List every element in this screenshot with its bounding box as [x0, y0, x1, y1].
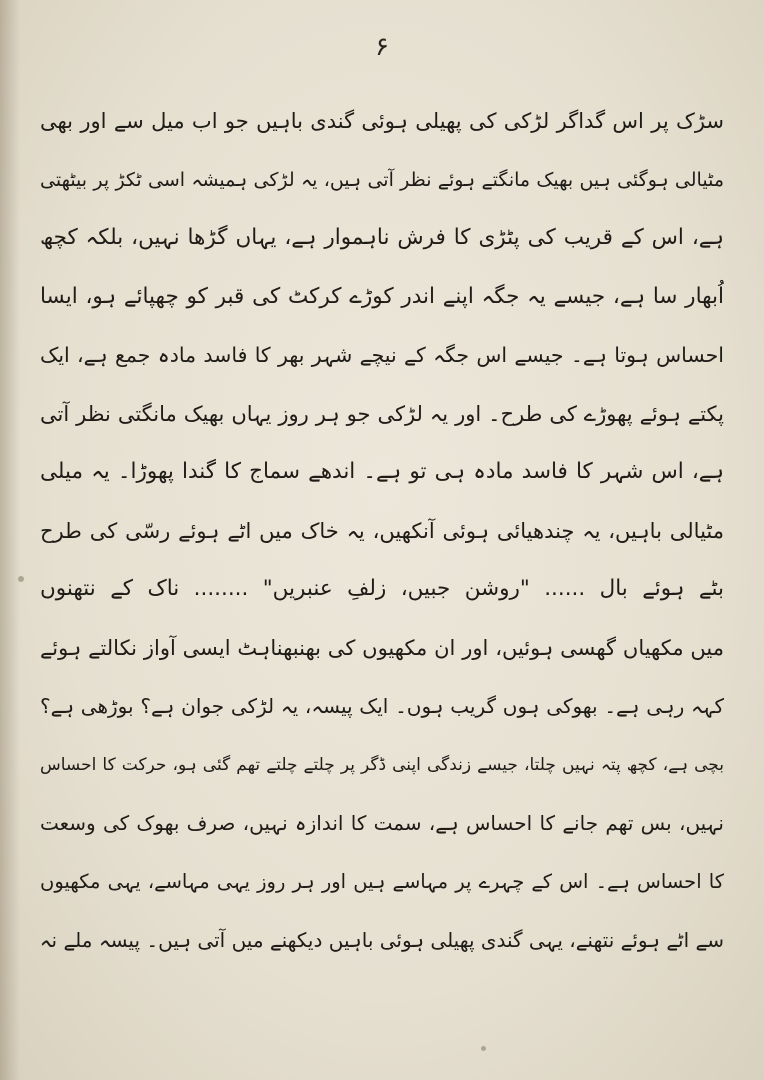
text-line: مٹیالی باہیں، یہ چندھیائی ہوئی آنکھیں، یہ خاک میں اٹے ہوئے رسّی کی طرح — [40, 518, 724, 543]
text-line: سے اٹے ہوئے نتھنے، یہی گندی پھیلی ہوئی باہیں دیکھنے میں آتی ہیں۔ پیسہ ملے نہ — [40, 928, 724, 952]
text-line: نہیں، بس تھم جانے کا احساس ہے، سمت کا اندازہ نہیں، صرف بھوک کی وسعت — [40, 811, 724, 835]
page-number: ۶ — [375, 32, 389, 62]
paper-speck — [18, 576, 24, 582]
text-line: ہے، اس شہر کا فاسد مادہ ہی تو ہے۔ اندھے سماج کا گندا پھوڑا۔ یہ میلی — [40, 459, 724, 484]
text-line: کا احساس ہے۔ اس کے چہرے پر مہاسے ہیں اور ہر روز یہی مہاسے، یہی مکھیوں — [40, 869, 724, 893]
text-line: میں مکھیاں گھسی ہوئیں، اور ان مکھیوں کی بھنبھناہٹ ایسی آواز نکالتے ہوئے — [40, 635, 724, 660]
text-line: کہہ رہی ہے۔ بھوکی ہوں گریب ہوں۔ ایک پیسہ، یہ لڑکی جوان ہے؟ بوڑھی ہے؟ — [40, 694, 724, 718]
text-line: ہے، اس کے قریب کی پٹڑی کا فرش ناہموار ہے، یہاں گڑھا نہیں، بلکہ کچھ — [40, 225, 724, 250]
text-line: اُبھار سا ہے، جیسے یہ جگہ اپنے اندر کوڑے کرکٹ کی قبر کو چھپائے ہو، ایسا — [40, 283, 724, 309]
text-line: پکتے ہوئے پھوڑے کی طرح۔ اور یہ لڑکی جو ہر روز یہاں بھیک مانگتی نظر آتی — [40, 401, 724, 426]
text-line: بٹے ہوئے بال ...... "روشن جبیں، زلفِ عنبریں" ........ ناک کے نتھنوں — [40, 576, 724, 601]
paper-speck — [481, 1046, 486, 1051]
text-line: مٹیالی ہوگئی ہیں بھیک مانگتے ہوئے نظر آتی ہیں، یہ لڑکی ہمیشہ اسی ٹکڑ پر بیٹھتی — [40, 168, 724, 191]
body-text — [40, 92, 724, 970]
text-line: سڑک پر اس گداگر لڑکی کی پھیلی ہوئی گندی باہیں جو اب میل سے اور بھی — [40, 109, 724, 133]
text-line: احساس ہوتا ہے۔ جیسے اس جگہ کے نیچے شہر بھر کا فاسد مادہ جمع ہے، ایک — [40, 343, 724, 367]
spine-shadow — [0, 0, 20, 1080]
text-line: بچی ہے، کچھ پتہ نہیں چلتا، جیسے زندگی اپنی ڈگر پر چلتے چلتے تھم گئی ہو، حرکت کا احساس — [40, 754, 724, 775]
